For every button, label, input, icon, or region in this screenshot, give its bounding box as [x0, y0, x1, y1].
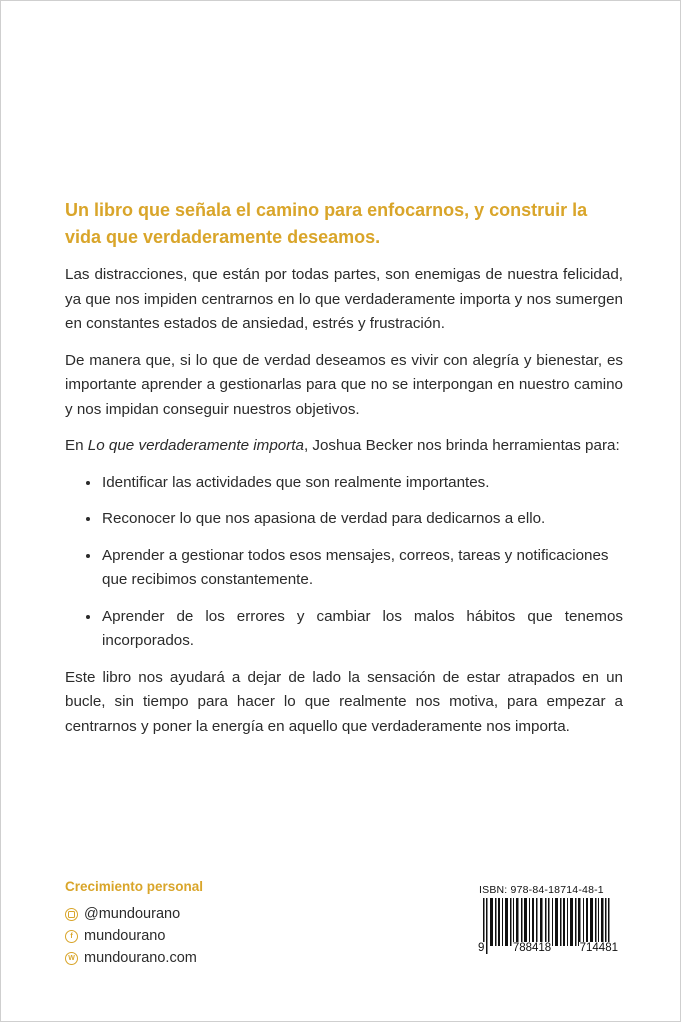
facebook-link[interactable] [65, 925, 197, 947]
website-url: mundourano.com [84, 950, 197, 966]
paragraph-3 [65, 434, 623, 459]
list-item: Identificar las actividades que son realmente importantes. [102, 471, 623, 496]
barcode [477, 884, 619, 954]
benefits-list [65, 471, 623, 654]
paragraph-2: De manera que, si lo que de verdad deseamos es vivir con alegría y bienestar, es importante aprender a gestionarlas para que no se interpongan en nuestro camino y nos impidan conseguir nuestros objetivos. [65, 351, 623, 418]
social-links [65, 903, 197, 969]
isbn-label: ISBN: 978-84-18714-48-1 [479, 884, 604, 896]
list-item: Aprender a gestionar todos esos mensajes, correos, tareas y notificaciones que recibimos constantemente. [102, 544, 623, 593]
facebook-handle: mundourano [84, 928, 166, 944]
synopsis [65, 263, 623, 751]
website-link[interactable] [65, 947, 197, 969]
barcode-digit-group-1: 788418 [512, 942, 552, 954]
paragraph-3-rest: , Joshua Becker nos brinda herramientas para: [303, 437, 620, 454]
barcode-digits [477, 942, 619, 954]
paragraph-3-intro: En [65, 437, 88, 454]
instagram-handle: @mundourano [84, 906, 181, 922]
instagram-link[interactable] [65, 903, 197, 925]
book-title: Lo que verdaderamente importa [87, 437, 304, 454]
web-icon: W [65, 952, 78, 965]
facebook-icon: f [65, 930, 78, 943]
paragraph-4: Este libro nos ayudará a dejar de lado la sensación de estar atrapados en un bucle, sin tiempo para hacer lo que realmente nos motiva, para empezar a centrarnos y poner la energía en aquello que verdaderamente nos importa. [65, 668, 623, 735]
paragraph-1: Las distracciones, que están por todas partes, son enemigas de nuestra felicidad, ya que nos impiden centrarnos en lo que verdaderamente importa y nos sumergen en constantes estados de ansiedad, estrés y frustración. [65, 266, 623, 332]
barcode-digit-first: 9 [478, 942, 485, 954]
category-label: Crecimiento personal [65, 879, 204, 894]
list-item: Aprender de los errores y cambiar los malos hábitos que tenemos incorporados. [102, 605, 623, 654]
tagline: Un libro que señala el camino para enfocarnos, y construir la vida que verdaderamente deseamos. [65, 200, 588, 247]
barcode-digit-group-2: 714481 [579, 942, 618, 954]
instagram-icon [65, 908, 78, 921]
list-item: Reconocer lo que nos apasiona de verdad para dedicarnos a ello. [102, 507, 623, 532]
